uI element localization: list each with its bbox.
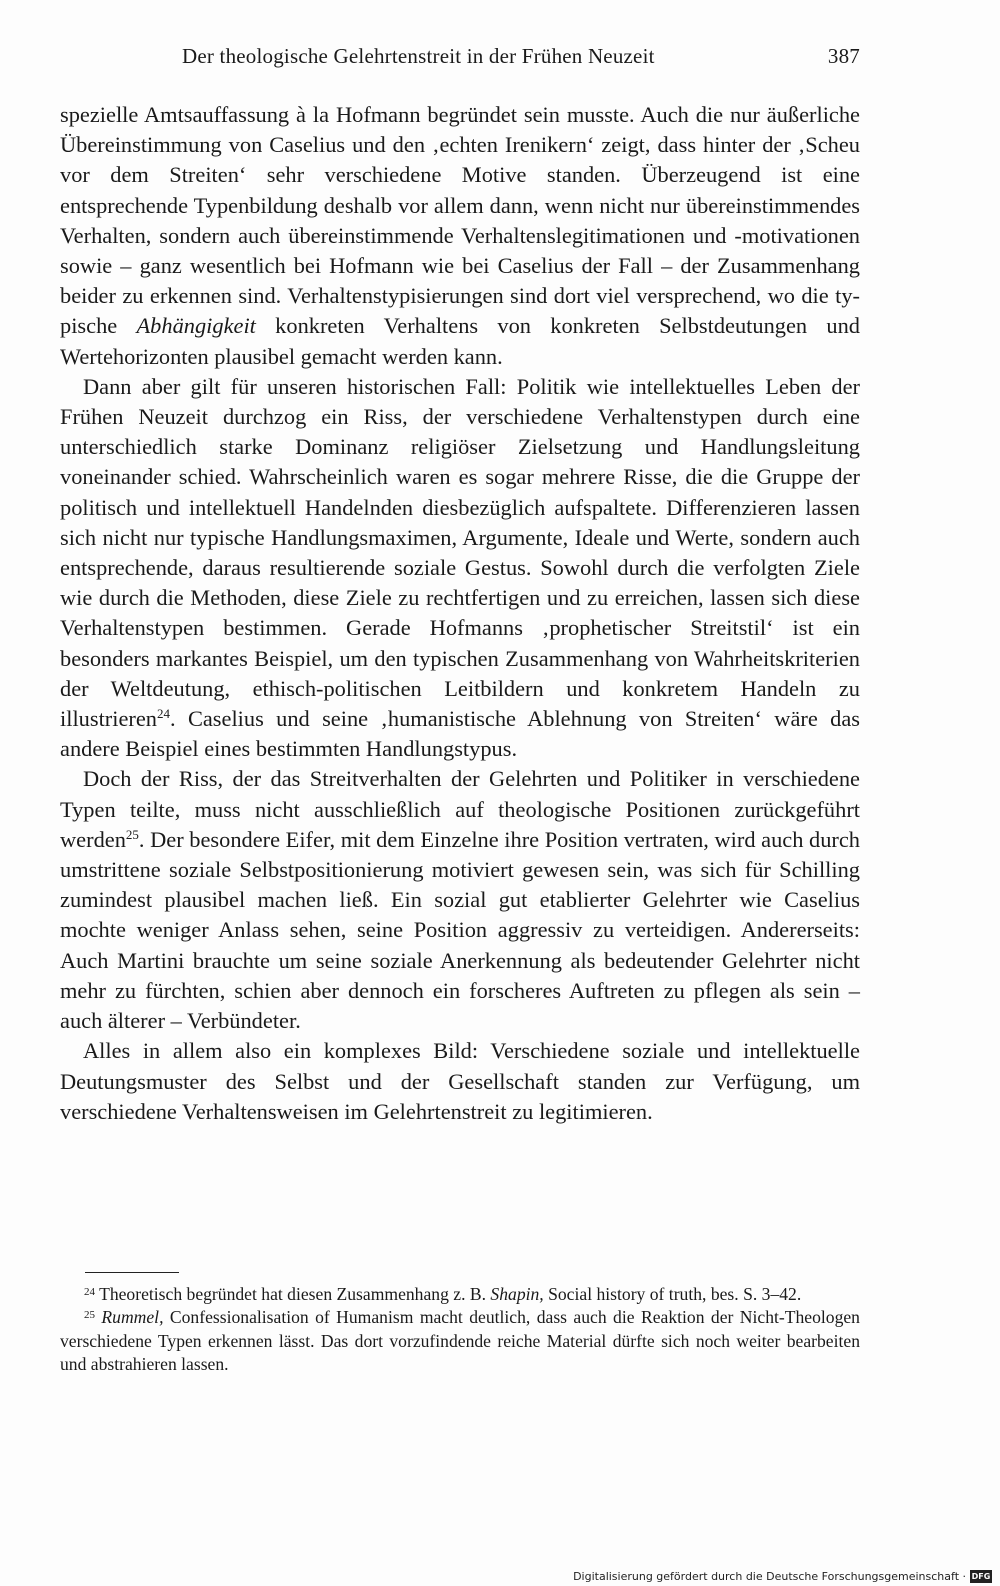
footnote-25-number: 25 xyxy=(84,1309,95,1322)
emphasis-abhaengigkeit: Abhängigkeit xyxy=(136,313,256,339)
footnote-24-text-b: Social history of truth, bes. S. 3–42. xyxy=(543,1284,802,1304)
footnote-25-author: Rummel, xyxy=(101,1307,164,1328)
digitization-credit: Digitalisierung gefördert durch die Deutsche Forschungsgemeinschaft · xyxy=(573,1570,966,1583)
footnote-ref-24[interactable]: 24 xyxy=(157,706,170,722)
main-text xyxy=(60,100,860,1127)
paragraph-1 xyxy=(60,100,860,372)
footnote-24-number: 24 xyxy=(84,1286,95,1298)
paragraph-4 xyxy=(60,1036,860,1127)
footnote-25-text: Confessionalisation of Humanism macht deutlich, dass auch die Reaktion der Nicht-Theologen verschiedene Typen erkennen lässt. Das dort vorzufindende reiche Material dürfte sich noch weiter bearbeiten und abstrahieren lassen. xyxy=(60,1307,860,1375)
footnote-ref-25[interactable]: 25 xyxy=(125,826,139,842)
paragraph-1-text-b: konkreten Verhaltens von konkreten Selbstdeutungen und Wertehorizonten plausibel gemacht werden kann. xyxy=(60,313,860,369)
paragraph-2-text-b: . Caselius und seine ‚humanistische Ablehnung von Streiten‘ wäre das andere Beispiel eines bestimmten Handlungstypus. xyxy=(60,706,860,762)
paragraph-4-text: Alles in allem also ein komplexes Bild: Verschiedene soziale und intellektuelle Deutungsmuster des Selbst und der Gesellschaft standen zur Verfügung, um verschiedene Verhaltensweisen im Gelehrtenstreit zu legitimieren. xyxy=(60,1038,860,1124)
paragraph-3-text-b: . Der besondere Eifer, mit dem Einzelne ihre Position vertraten, wird auch durch umstrittene soziale Selbstpositionierung motiviert gewesen sein, was sich für Schilling zumindest plausibel machen ließ. Ein sozial gut etablierter Gelehrter wie Caselius mochte weniger Anlass sehen, seine Position aggressiv zu verteidigen. Andererseits: Auch Martini brauchte um seine soziale Anerkennung als bedeutender Gelehrter nicht mehr zu fürchten, schien aber dennoch ein forscheres Auftreten zu pflegen als sein – auch älterer – Verbündeter. xyxy=(60,826,860,1034)
footnote-25 xyxy=(60,1306,860,1376)
footnotes xyxy=(60,1283,860,1377)
footnote-24-text-a: Theoretisch begründet hat diesen Zusammenhang z. B. xyxy=(95,1284,491,1304)
paragraph-1-text-a: spezielle Amtsauffassung à la Hofmann begründet sein musste. Auch die nur äußerliche Übereinstimmung von Caselius und den ‚echten Irenikern‘ zeigt, dass hinter der ‚Scheu vor dem Streiten‘ sehr verschiedene Motive standen. Überzeugend ist eine entsprechende Typenbildung deshalb vor allem dann, wenn nicht nur übereinstimmendes Verhalten, sondern auch übereinstimmende Verhaltenslegitimationen und -motivationen sowie – ganz wesentlich bei Hofmann wie bei Caselius der Fall – der Zusammenhang beider zu erkennen sind. Verhaltenstypisierungen sind dort viel versprechend, wo die typische xyxy=(60,102,860,339)
running-head-title: Der theologische Gelehrtenstreit in der Frühen Neuzeit xyxy=(182,44,655,68)
paragraph-2 xyxy=(60,372,860,765)
dfg-logo-icon: DFG xyxy=(971,1572,991,1581)
footnote-24-author: Shapin, xyxy=(490,1284,544,1304)
paragraph-2-text-a: Dann aber gilt für unseren historischen Fall: Politik wie intellektuelles Leben der Frühen Neuzeit durchzog ein Riss, der verschiedene Verhaltenstypen durch eine unterschiedlich starke Dominanz religiöser Zielsetzung und Handlungsleitung voneinander schied. Wahrscheinlich waren es sogar mehrere Risse, die die Gruppe der politisch und intellektuell Handelnden diesbezüglich aufspaltete. Differenzieren lassen sich nicht nur typische Handlungsmaximen, Argumente, Ideale und Werte, sondern auch entsprechende, daraus resultierende soziale Gestus. Sowohl durch die verfolgten Ziele wie durch die Methoden, diese Ziele zu rechtfertigen und zu erreichen, lassen sich diese Verhaltenstypen bestimmen. Gerade Hofmanns ‚prophetischer Streitstil‘ ist ein besonders markantes Beispiel, um den typischen Zusammenhang von Wahrheitskriterien der Weltdeutung, ethisch-politischen Leitbildern und konkretem Handeln zu illustrieren xyxy=(60,373,860,732)
footnote-24 xyxy=(60,1283,860,1306)
paragraph-3-text-a: Doch der Riss, der das Streitverhalten der Gelehrten und Politiker in verschiedene Typen teilte, muss nicht ausschließlich auf theologische Positionen zurückgeführt werden xyxy=(60,766,860,852)
footnote-divider xyxy=(85,1272,179,1273)
paragraph-3 xyxy=(60,764,860,1036)
running-head xyxy=(60,44,860,74)
page-number: 387 xyxy=(827,44,860,68)
